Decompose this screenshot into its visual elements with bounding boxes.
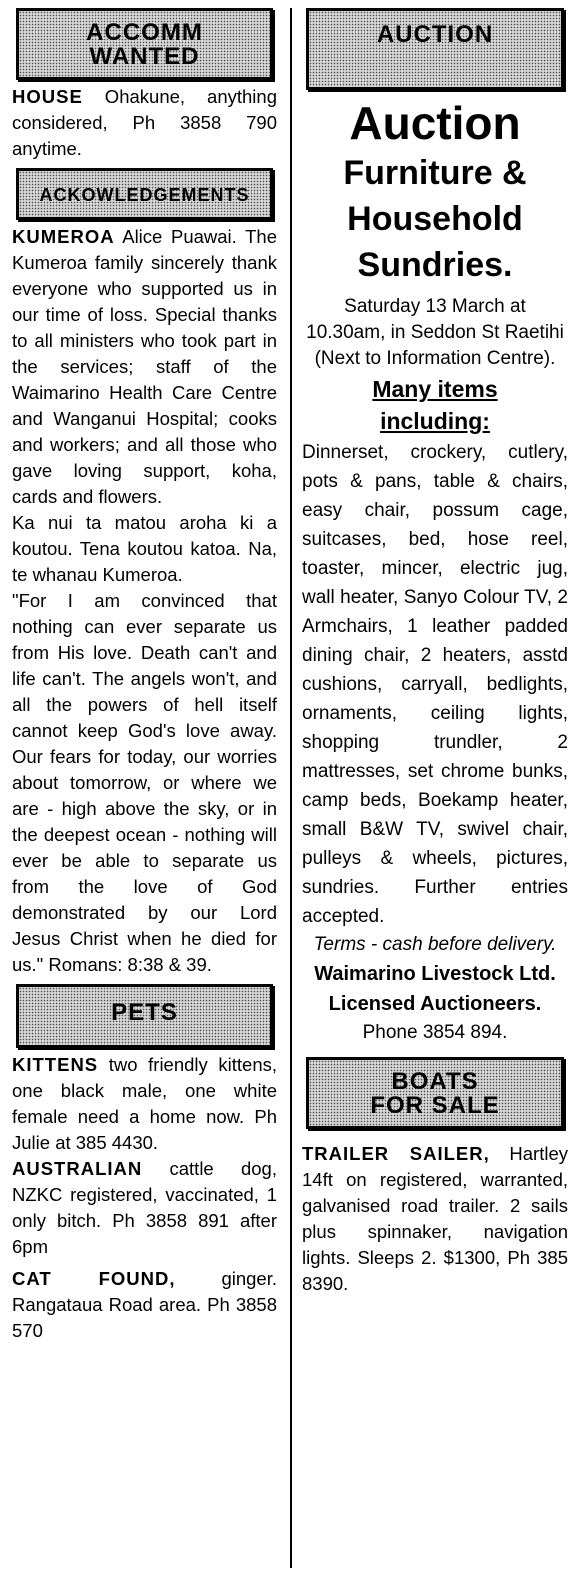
cat-found-ad xyxy=(12,1266,277,1344)
pets-header xyxy=(16,984,273,1048)
auction-subtitle-2: Household xyxy=(347,200,523,238)
kumeroa-paragraph-2: Ka nui ta matou aroha ki a koutou. Tena koutou katoa. Na, te whanau Kumeroa. xyxy=(12,512,277,585)
australian-keyword: AUSTRALIAN xyxy=(12,1158,143,1179)
auction-company: Waimarino Livestock Ltd. xyxy=(314,963,556,985)
boats-header-line1: BOATS xyxy=(391,1068,479,1095)
auction-phone: Phone 3854 894. xyxy=(362,1022,508,1043)
kumeroa-ad xyxy=(12,224,277,978)
items-heading-2: including: xyxy=(380,408,490,434)
trailer-sailer-keyword: TRAILER SAILER, xyxy=(302,1143,490,1164)
auction-subtitle-1: Furniture & xyxy=(343,154,527,192)
auction-header-label: AUCTION xyxy=(376,21,494,48)
kittens-text: two friendly kittens, one black male, one white female need a home now. Ph Julie at 385 4430. xyxy=(12,1054,277,1153)
pets-header-label: PETS xyxy=(111,999,178,1026)
boats-for-sale-header xyxy=(306,1057,564,1129)
accomm-header-line2: WANTED xyxy=(89,43,200,70)
right-column xyxy=(302,0,568,1303)
auction-items-list: Dinnerset, crockery, cutlery, pots & pans, table & chairs, easy chair, possum cage, suitcases, bed, hose reel, toaster, mincer, electric jug, wall heater, Sanyo Colour TV, 2 Armchairs, 1 leather padded dining chair, 2 heaters, asstd cushions, carryall, bedlights, ornaments, ceiling lights, shopping trundler, 2 mattresses, set chrome bunks, camp beds, Boekamp heater, small B&W TV, swivel chair, pulleys & wheels, pictures, sundries. Further entries accepted. xyxy=(302,442,568,927)
boats-header-line2: FOR SALE xyxy=(370,1092,500,1119)
auction-details: Saturday 13 March at 10.30am, in Seddon St Raetihi (Next to Information Centre). xyxy=(306,296,564,369)
column-divider xyxy=(290,8,292,1568)
accomm-header-line1: ACCOMM xyxy=(86,19,203,46)
accomm-wanted-header xyxy=(16,8,273,80)
cat-found-text: ginger. Rangataua Road area. Ph 3858 570 xyxy=(12,1268,278,1341)
kumeroa-paragraph-3: "For I am convinced that nothing can ever separate us from His love. Death can't and life can't. The angels won't, and all the powers of hell itself cannot keep God's love away. Our fears for today, our worries about tomorrow, or where we are - high above the sky, or in the deepest ocean - nothing will ever be able to separate us from the love of God demonstrated by our Lord Jesus Christ when he died for us." Romans: 8:38 & 39. xyxy=(12,590,277,975)
kumeroa-paragraph-1: Alice Puawai. The Kumeroa family sincerely thank everyone who supported us in our time of loss. Special thanks to all ministers who took part in the services; staff of the Waimarino Health Care Centre and Wanganui Hospital; cooks and workers; and all those who gave loving support, koha, cards and flowers. xyxy=(12,226,277,507)
house-ad xyxy=(12,84,277,162)
house-keyword: HOUSE xyxy=(12,86,83,107)
auction-header xyxy=(306,8,564,90)
kittens-keyword: KITTENS xyxy=(12,1054,99,1075)
auction-subtitle-3: Sundries. xyxy=(357,246,513,284)
australian-ad xyxy=(12,1156,277,1260)
items-heading-1: Many items xyxy=(372,376,498,402)
trailer-sailer-ad xyxy=(302,1141,568,1297)
cat-found-keyword: CAT FOUND, xyxy=(12,1268,176,1289)
kittens-ad xyxy=(12,1052,277,1156)
acknowledgements-header xyxy=(16,168,273,220)
australian-text: cattle dog, NZKC registered, vaccinated, 1 only bitch. Ph 3858 891 after 6pm xyxy=(12,1158,277,1257)
house-text: Ohakune, anything considered, Ph 3858 790 anytime. xyxy=(12,86,277,159)
trailer-sailer-text: Hartley 14ft on registered, warranted, galvanised road trailer. 2 sails plus spinnaker, navigation lights. Sleeps 2. $1300, Ph 385 8390. xyxy=(302,1143,568,1294)
acknowledgements-header-label: ACKOWLEDGEMENTS xyxy=(39,185,250,205)
kumeroa-keyword: KUMEROA xyxy=(12,226,115,247)
auction-title: Auction xyxy=(349,97,521,149)
auction-terms: Terms - cash before delivery. xyxy=(313,934,557,955)
left-column xyxy=(12,0,277,1350)
auction-licensed: Licensed Auctioneers. xyxy=(328,993,542,1015)
auction-ad xyxy=(302,96,568,1047)
